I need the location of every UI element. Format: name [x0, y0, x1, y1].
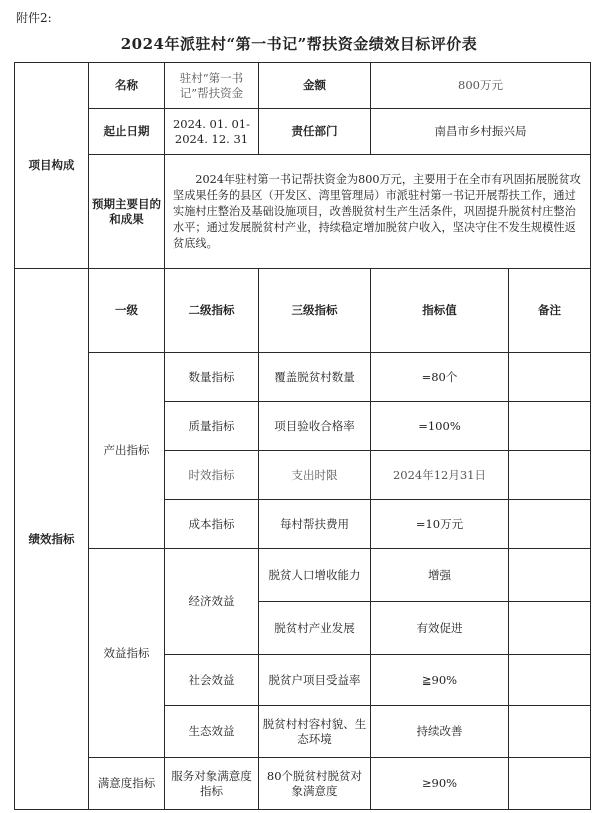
- social-benefit-label: 社会效益: [165, 655, 259, 706]
- remark-cell: [509, 451, 591, 500]
- benefit-value: ≧90%: [371, 655, 509, 706]
- amount-label: 金额: [259, 63, 371, 109]
- header-level3: 三级指标: [259, 269, 371, 353]
- amount-value: 800万元: [371, 63, 591, 109]
- output-level3: 覆盖脱贫村数量: [259, 353, 371, 402]
- name-label: 名称: [89, 63, 165, 109]
- benefit-indicators-label: 效益指标: [89, 549, 165, 758]
- remark-cell: [509, 549, 591, 602]
- output-value: 2024年12月31日: [371, 451, 509, 500]
- section-project-composition: 项目构成: [15, 63, 89, 269]
- period-value: 2024. 01. 01-2024. 12. 31: [165, 109, 259, 155]
- dept-label: 责任部门: [259, 109, 371, 155]
- benefit-level3: 脱贫户项目受益率: [259, 655, 371, 706]
- period-label: 起止日期: [89, 109, 165, 155]
- benefit-level3: 脱贫人口增收能力: [259, 549, 371, 602]
- output-level3: 每村帮扶费用: [259, 500, 371, 549]
- output-level3: 支出时限: [259, 451, 371, 500]
- goal-label: 预期主要目的和成果: [89, 155, 165, 269]
- page-title: 2024年派驻村“第一书记”帮扶资金绩效目标评价表: [120, 35, 478, 53]
- benefit-level3: 脱贫村产业发展: [259, 602, 371, 655]
- benefit-value: 有效促进: [371, 602, 509, 655]
- output-level2: 数量指标: [165, 353, 259, 402]
- section-performance-indicators: 绩效指标: [15, 269, 89, 810]
- annex-label: 附件2:: [16, 11, 52, 25]
- remark-cell: [509, 758, 591, 810]
- benefit-level3: 脱贫村村容村貌、生态环境: [259, 706, 371, 758]
- remark-cell: [509, 706, 591, 758]
- evaluation-table: [14, 62, 591, 810]
- benefit-value: 增强: [371, 549, 509, 602]
- table-row: [15, 549, 591, 602]
- dept-value: 南昌市乡村振兴局: [371, 109, 591, 155]
- satisfaction-level2: 服务对象满意度指标: [165, 758, 259, 810]
- satisfaction-value: ≥90%: [371, 758, 509, 810]
- output-level2: 成本指标: [165, 500, 259, 549]
- output-level2: 质量指标: [165, 402, 259, 451]
- output-indicators-label: 产出指标: [89, 353, 165, 549]
- remark-cell: [509, 602, 591, 655]
- table-row: [15, 353, 591, 402]
- header-value: 指标值: [371, 269, 509, 353]
- header-level2: 二级指标: [165, 269, 259, 353]
- goal-text: 2024年驻村第一书记帮扶资金为800万元，主要用于在全市有巩固拓展脱贫攻坚成果任务的县区（开发区、湾里管理局）市派驻村第一书记开展帮扶工作，通过实施村庄整治及基础设施项目，改善脱贫村生产生活条件，巩固提升脱贫村庄整治水平；通过发展脱贫村产业，持续稳定增加脱贫户收入，坚决守住不发生规模性返贫底线。: [165, 155, 591, 269]
- output-value: =10万元: [371, 500, 509, 549]
- satisfaction-indicators-label: 满意度指标: [89, 758, 165, 810]
- economic-benefit-label: 经济效益: [165, 549, 259, 655]
- remark-cell: [509, 500, 591, 549]
- remark-cell: [509, 655, 591, 706]
- output-level3: 项目验收合格率: [259, 402, 371, 451]
- benefit-value: 持续改善: [371, 706, 509, 758]
- output-level2: 时效指标: [165, 451, 259, 500]
- ecological-benefit-label: 生态效益: [165, 706, 259, 758]
- header-level1: 一级: [89, 269, 165, 353]
- table-row: [15, 758, 591, 810]
- satisfaction-level3: 80个脱贫村脱贫对象满意度: [259, 758, 371, 810]
- output-value: =100%: [371, 402, 509, 451]
- header-remark: 备注: [509, 269, 591, 353]
- output-value: =80个: [371, 353, 509, 402]
- name-value: 驻村“第一书记”帮扶资金: [165, 63, 259, 109]
- remark-cell: [509, 402, 591, 451]
- remark-cell: [509, 353, 591, 402]
